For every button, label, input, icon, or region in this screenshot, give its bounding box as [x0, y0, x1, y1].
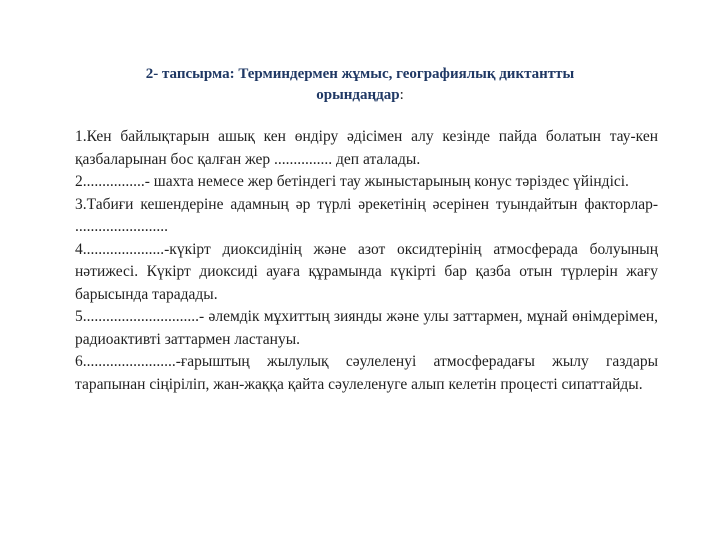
task-title	[80, 64, 640, 106]
task-item-4: 4.....................-күкірт диоксидінің және азот оксидтерінің атмосферада болуының нәтижесі. Күкірт диоксиді ауаға құрамында күкірті бар қазба отын түрлерін жағу барысында тарадады.	[75, 240, 658, 303]
task-title-line2	[80, 85, 640, 106]
task-list	[75, 126, 658, 396]
task-item-3: 3.Табиғи кешендеріне адамның әр түрлі әрекетінің әсерінен туындайтын факторлар- ........................	[75, 195, 658, 235]
task-title-line1: 2- тапсырма: Терминдермен жұмыс, географиялық диктантты	[145, 66, 575, 82]
task-item-2: 2................- шахта немесе жер бетіндегі тау жыныстарының конус тәріздес үйіндісі.	[75, 173, 629, 190]
task-item-1: 1.Кен байлықтарын ашық кен өндіру әдісімен алу кезінде пайда болатын тау-кен қазбаларынан бос қалған жер ............... деп аталады.	[75, 128, 658, 168]
task-title-line2-text: орындаңдар	[316, 87, 400, 103]
task-item-6: 6........................-ғарыштың жылулық сәулеленуі атмосферадағы жылу газдары тарапынан сіңіріліп, жан-жаққа қайта сәулеленуге алып келетін процесті сипаттайды.	[75, 353, 658, 393]
task-title-colon: :	[399, 87, 404, 103]
task-item-5: 5..............................- әлемдік мұхиттың зиянды және улы заттармен, мұнай өнімдерімен, радиоактивті заттармен ластануы.	[75, 308, 658, 348]
